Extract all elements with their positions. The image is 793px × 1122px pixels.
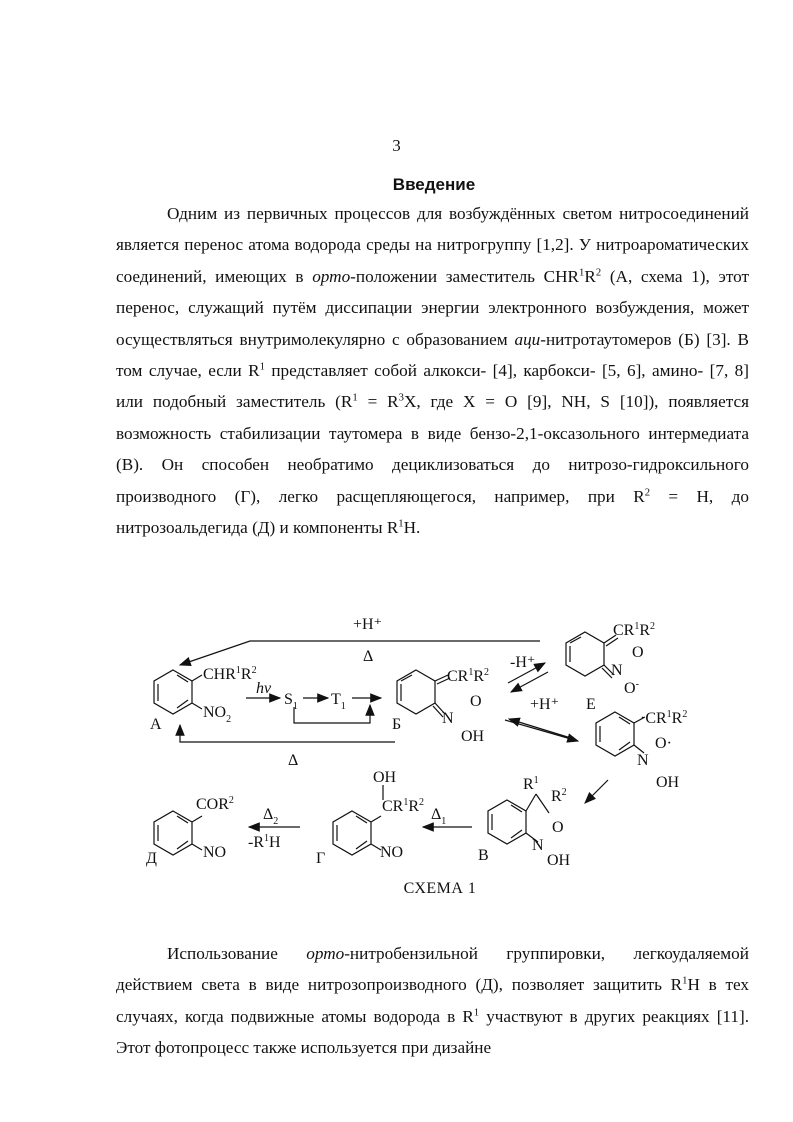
compound-v-o: O [552,819,564,836]
minus-r1h: $-R^1H$ [248,833,281,851]
compound-b-o: O [470,693,482,710]
compound-a-no2: $NO_2$ [203,704,232,725]
compound-d-no: NO [203,844,227,861]
radical-o: O· [655,735,672,752]
page-number: 3 [392,136,401,155]
radical-b-arrow [509,719,574,739]
bottom-paragraph: Использование орто-нитробензильной группировки, легкоудаляемой действием света в виде нитрозопроизводного (Д), позволяет защитить $R^1H$ в тех случаях, когда подвижные атомы водорода в $R^1$ участвуют в других реакциях [11]. Этот фотопроцесс также используется при дизайне [116,944,750,1058]
label-e: Е [586,696,596,713]
radical-cr: $\cdot CR^1R^2$ [640,709,688,727]
compound-b-oh: OH [461,728,485,745]
delta-2: $\Delta_2$ [263,806,279,827]
scheme-caption: СХЕМА 1 [403,880,477,897]
radical-oh: OH [656,774,680,791]
delta-1: $\Delta_1$ [431,806,447,827]
e-to-b-arrow [511,672,548,692]
label-v: В [478,847,489,864]
intro-paragraph: Одним из первичных процессов для возбуждённых светом нитросоединений является перенос атома водорода среды на нитрогруппу [1,2]. У нитроароматических соединений, имеющих в орто-положении заместитель $CHR^1R^2$ (А, схема 1), этот перенос, служащий путём диссипации энергии электронного возбуждения, может осуществляться внутримолекулярно с образованием аци-нитротаутомеров (Б) [3]. В том случае, если $R^1$ представляет собой алкокси- [4], карбокси- [5, 6], амино- [7, 8] или подобный заместитель ($R^1 = R^3X$, где X = O [9], NH, S [10]), появляется возможность стабилизации таутомера в виде бензо-2,1-оксазольного интермедиата (В). Он способен необратимо дециклизоваться до нитрозо-гидроксильного производного (Г), легко расщепляющегося, например, при $R^2 = H$, до нитрозоальдегида (Д) и компоненты $R^1H$. [116,204,749,538]
compound-g-oh: OH [373,769,397,786]
compound-e-cr: $CR^1R^2$ [613,621,656,639]
compound-d-cor: COR$^2$ [196,795,234,813]
reaction-scheme [0,595,793,925]
plus-h: +H⁺ [530,696,560,713]
top-delta: Δ [363,648,374,665]
compound-g-no: NO [380,844,404,861]
bottom-return-arrow [180,725,395,742]
benzene-ring-g [333,785,383,855]
compound-v-oh: OH [547,852,571,869]
label-b: Б [392,716,402,733]
t1-label: $T_1$ [331,691,346,712]
compound-e-o: O [632,644,644,661]
radical-v-arrow [585,780,608,803]
compound-v-r1: $R^1$ [523,775,539,793]
label-a: А [150,716,162,733]
benzene-ring-a [154,670,202,714]
compound-b-cr: $CR^1R^2$ [447,667,490,685]
top-return-arrow [180,641,540,665]
compound-b-n: N [442,710,454,727]
minus-h: -H⁺ [510,654,536,671]
compound-e-ominus: O- [624,679,639,697]
hv-label: hν [256,680,272,697]
section-title: Введение [392,175,476,194]
compound-e-n: N [611,662,623,679]
radical-n: N [637,752,649,769]
top-plus-h: +H⁺ [353,616,383,633]
compound-v-r2: $R^2$ [551,787,567,805]
compound-a-substituent: $CHR^1R^2$ [203,665,257,683]
label-d: Д [146,850,157,867]
compound-v-n: N [532,837,544,854]
b-radical-arrow [505,720,578,741]
benzene-ring-d [154,811,202,855]
benzene-ring-radical [596,712,645,756]
label-g: Г [316,850,326,867]
s1-label: $S_1$ [284,691,298,712]
bottom-delta: Δ [288,752,299,769]
compound-g-cr: $CR^1R^2$ [382,797,425,815]
